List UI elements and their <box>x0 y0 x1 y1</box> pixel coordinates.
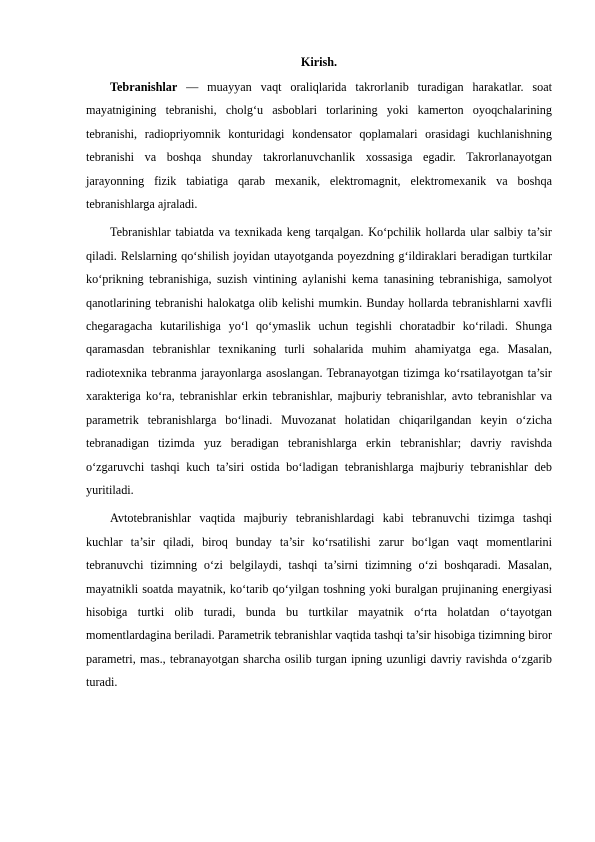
paragraph-3 <box>86 507 552 694</box>
paragraph-3-text: Avtotebranishlar vaqtida majburiy tebranishlardagi kabi tebranuvchi tizimga tashqi kuchlar ta’sir qiladi, biroq bunday ta’sir ko‘rsatilishi zarur bo‘lgan vaqt momentlarini tebranuvchi tizimning o‘zi belgilaydi, tashqi ta’sirni tizimning o‘zi boshqaradi. Masalan, mayatnikli soatda mayatnik, ko‘tarib qo‘yilgan toshning yoki buralgan prujinaning energiyasi hisobiga turtki olib turadi, bunda bu turtkilar mayatnik o‘rta holatdan o‘tayotgan momentlardagina beriladi. Parametrik tebranishlar vaqtida tashqi ta’sir hisobiga tizimning biror parametri, mas., tebranayotgan sharcha osilib turgan ipning uzunligi davriy ravishda o‘zgarib turadi. <box>86 511 552 690</box>
paragraph-1 <box>86 76 552 216</box>
paragraph-1-lead-term: Tebranishlar <box>110 80 178 94</box>
page-title: Kirish. <box>300 55 338 69</box>
document-page <box>86 52 552 700</box>
paragraph-2-text: Tebranishlar tabiatda va texnikada keng tarqalgan. Ko‘pchilik hollarda ular salbiy ta’sir qiladi. Relslarning qo‘shilish joyidan utayotganda poyezdning g‘ildiraklari beradigan turtkilar ko‘prikning tebranishiga, suzish vintining aylanishi kema tanasining tebranishiga, samolyot qanotlarining tebranishi halokatga olib kelishi mumkin. Bunday hollarda tebranishlarni xavfli chegaragacha kutarilishiga yo‘l qo‘ymaslik uchun tegishli choratadbir ko‘riladi. Shunga qaramasdan tebranishlar texnikaning turli sohalarida muhim ahamiyatga ega. Masalan, radiotexnika tebranma jarayonlarga asoslangan. Tebranayotgan tizimga ko‘rsatilayotgan ta’sir xarakteriga ko‘ra, tebranishlar erkin tebranishlar, majburiy tebranishlar, avto tebranishlar va parametrik tebranishlarga bo‘linadi. Muvozanat holatidan chiqarilgandan keyin o‘zicha tebranadigan tizimda yuz beradigan tebranishlarga erkin tebranishlar; davriy ravishda o‘zgaruvchi tashqi kuch ta’siri ostida bo‘ladigan tebranishlarga majburiy tebranishlar deb yuritiladi. <box>86 225 552 497</box>
paragraph-1-text: — muayyan vaqt oraliqlarida takrorlanib turadigan harakatlar. soat mayatnigining tebranishi, cholg‘u asboblari torlarining yoki kamerton oyoqchalarining tebranishi, radiopriyomnik konturidagi kondensator qoplamalari orasidagi kuchlanishning tebranishi va boshqa shunday takrorlanuvchanlik xossasiga egadir. Takrorlanayotgan jarayonning fizik tabiatiga qarab mexanik, elektromagnit, elektromexanik va boshqa tebranishlarga ajraladi. <box>86 80 552 212</box>
paragraph-2 <box>86 221 552 502</box>
